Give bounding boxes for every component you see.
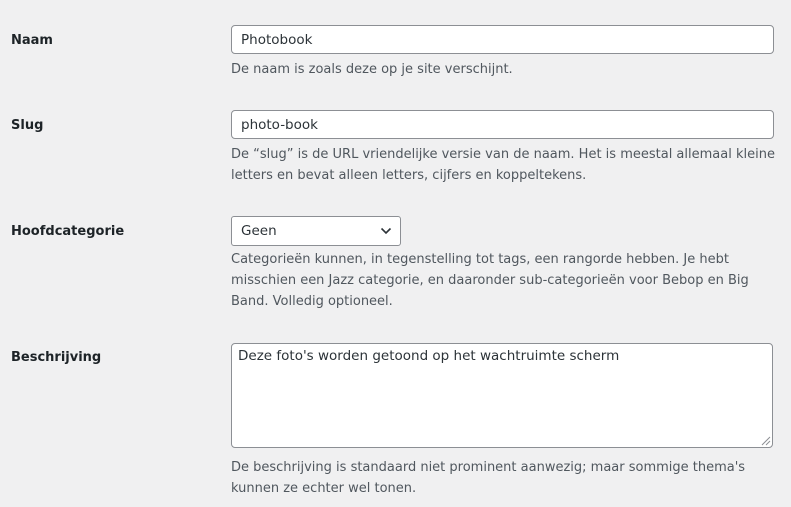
slug-label: Slug — [11, 118, 44, 133]
slug-description: De “slug” is de URL vriendelijke versie van de naam. Het is meestal allemaal kleine letters en bevat alleen letters, cijfers en koppeltekens. — [231, 147, 775, 183]
chevron-down-icon — [380, 226, 392, 236]
resize-grip-icon[interactable] — [760, 435, 771, 446]
name-description: De naam is zoals deze op je site verschijnt. — [231, 62, 513, 77]
parent-category-selected-value: Geen — [241, 223, 277, 239]
parent-category-label: Hoofdcategorie — [11, 224, 125, 239]
parent-category-description: Categorieën kunnen, in tegenstelling tot tags, een rangorde hebben. Je hebt misschien een Jazz categorie, en daaronder sub-categorieën voor Bebop en Big Band. Volledig optioneel. — [231, 252, 749, 309]
description-label: Beschrijving — [11, 350, 102, 365]
description-textarea[interactable] — [231, 343, 773, 448]
description-help-text: De beschrijving is standaard niet prominent aanwezig; maar sommige thema's kunnen ze echter wel tonen. — [231, 460, 746, 496]
name-label: Naam — [11, 33, 53, 48]
parent-category-select[interactable] — [231, 216, 401, 246]
name-input[interactable] — [231, 25, 774, 54]
slug-input[interactable] — [231, 110, 774, 139]
